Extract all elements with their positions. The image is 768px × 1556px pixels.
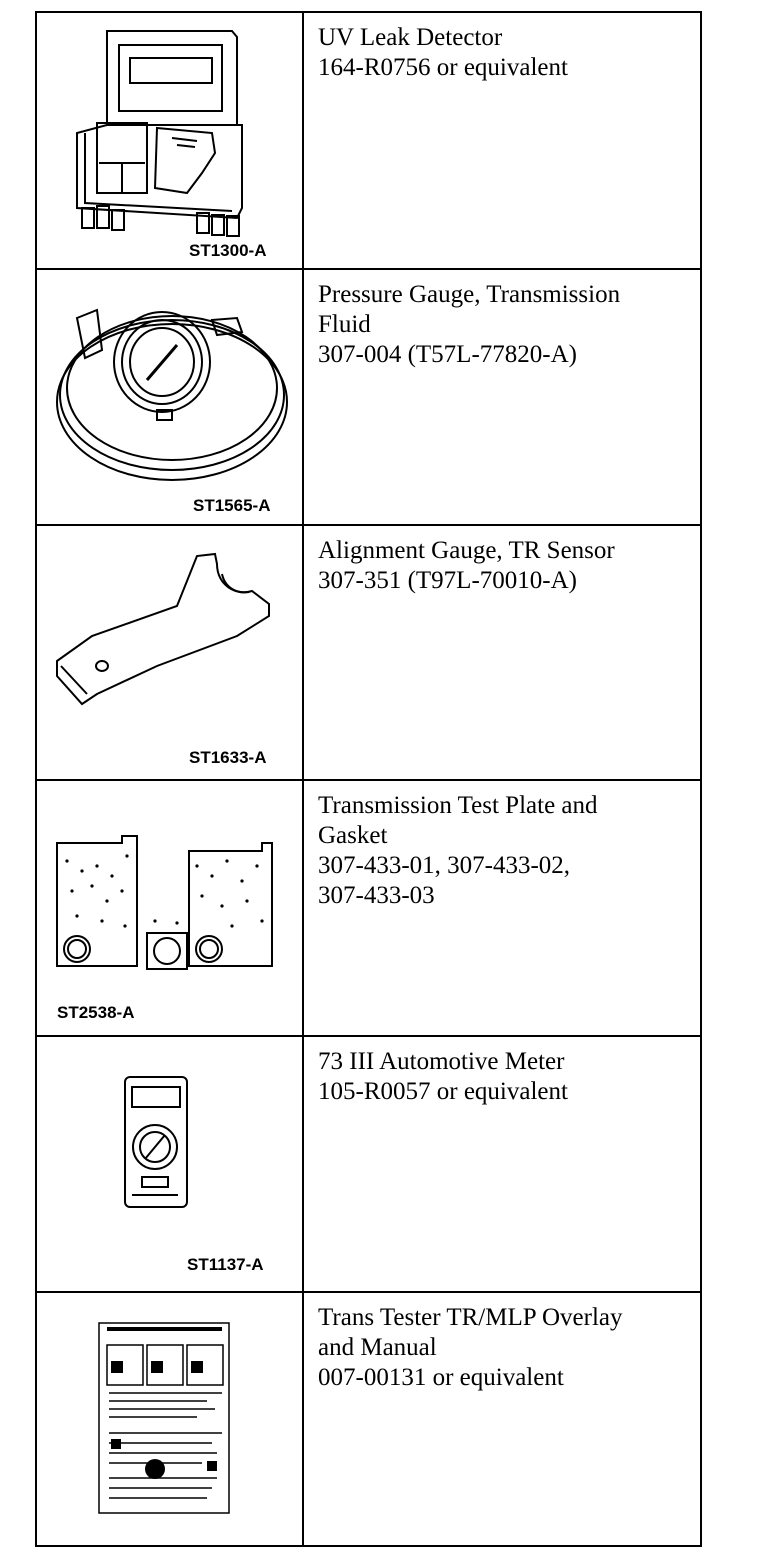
tool-illustration-cell [37,13,304,268]
tool-name-continued: Gasket [318,822,388,849]
tool-name: Alignment Gauge, TR Sensor [318,537,615,564]
tool-description-cell [304,1037,700,1291]
tool-name: Transmission Test Plate and [318,792,598,819]
tool-part-number: 307-433-01, 307-433-02, [318,852,571,879]
tool-name: 73 III Automotive Meter [318,1048,565,1075]
tool-name-continued: Fluid [318,311,371,338]
tool-name: UV Leak Detector [318,24,503,51]
tool-illustration-cell [37,1293,304,1545]
table-row [37,526,700,781]
tool-part-number-continued: 307-433-03 [318,882,435,909]
tool-part-number: 105-R0057 or equivalent [318,1078,568,1105]
tool-illustration-cell [37,526,304,779]
figure-code: ST2538-A [57,1003,135,1022]
table-row [37,1293,700,1545]
tool-part-number: 164-R0756 or equivalent [318,54,568,81]
tool-description-cell [304,270,700,524]
tool-name: Pressure Gauge, Transmission [318,281,621,308]
figure-code: ST1633-A [189,748,267,767]
tool-illustration-cell [37,270,304,524]
automotive-meter-illustration [37,1037,302,1291]
table-row [37,270,700,526]
tool-illustration-cell [37,781,304,1035]
tool-name-continued: and Manual [318,1334,437,1361]
tool-description-cell [304,1293,700,1545]
tool-description-cell [304,13,700,268]
test-plate-and-gasket-illustration [37,781,302,1035]
pressure-gauge-illustration [37,270,302,524]
tool-illustration-cell [37,1037,304,1291]
tool-part-number: 307-004 (T57L-77820-A) [318,341,577,368]
figure-code: ST1137-A [187,1255,264,1274]
alignment-gauge-illustration [37,526,302,779]
tool-name: Trans Tester TR/MLP Overlay [318,1304,623,1331]
special-tools-table [35,11,702,1547]
table-row [37,13,700,270]
tool-description-cell [304,526,700,779]
figure-code: ST1300-A [189,241,267,260]
tool-description-cell [304,781,700,1035]
trans-tester-overlay-manual-illustration [37,1293,302,1543]
figure-code: ST1565-A [193,496,271,515]
table-row [37,781,700,1037]
tool-part-number: 307-351 (T97L-70010-A) [318,567,577,594]
table-row [37,1037,700,1293]
uv-leak-detector-case-illustration [37,13,302,268]
tool-part-number: 007-00131 or equivalent [318,1364,564,1391]
